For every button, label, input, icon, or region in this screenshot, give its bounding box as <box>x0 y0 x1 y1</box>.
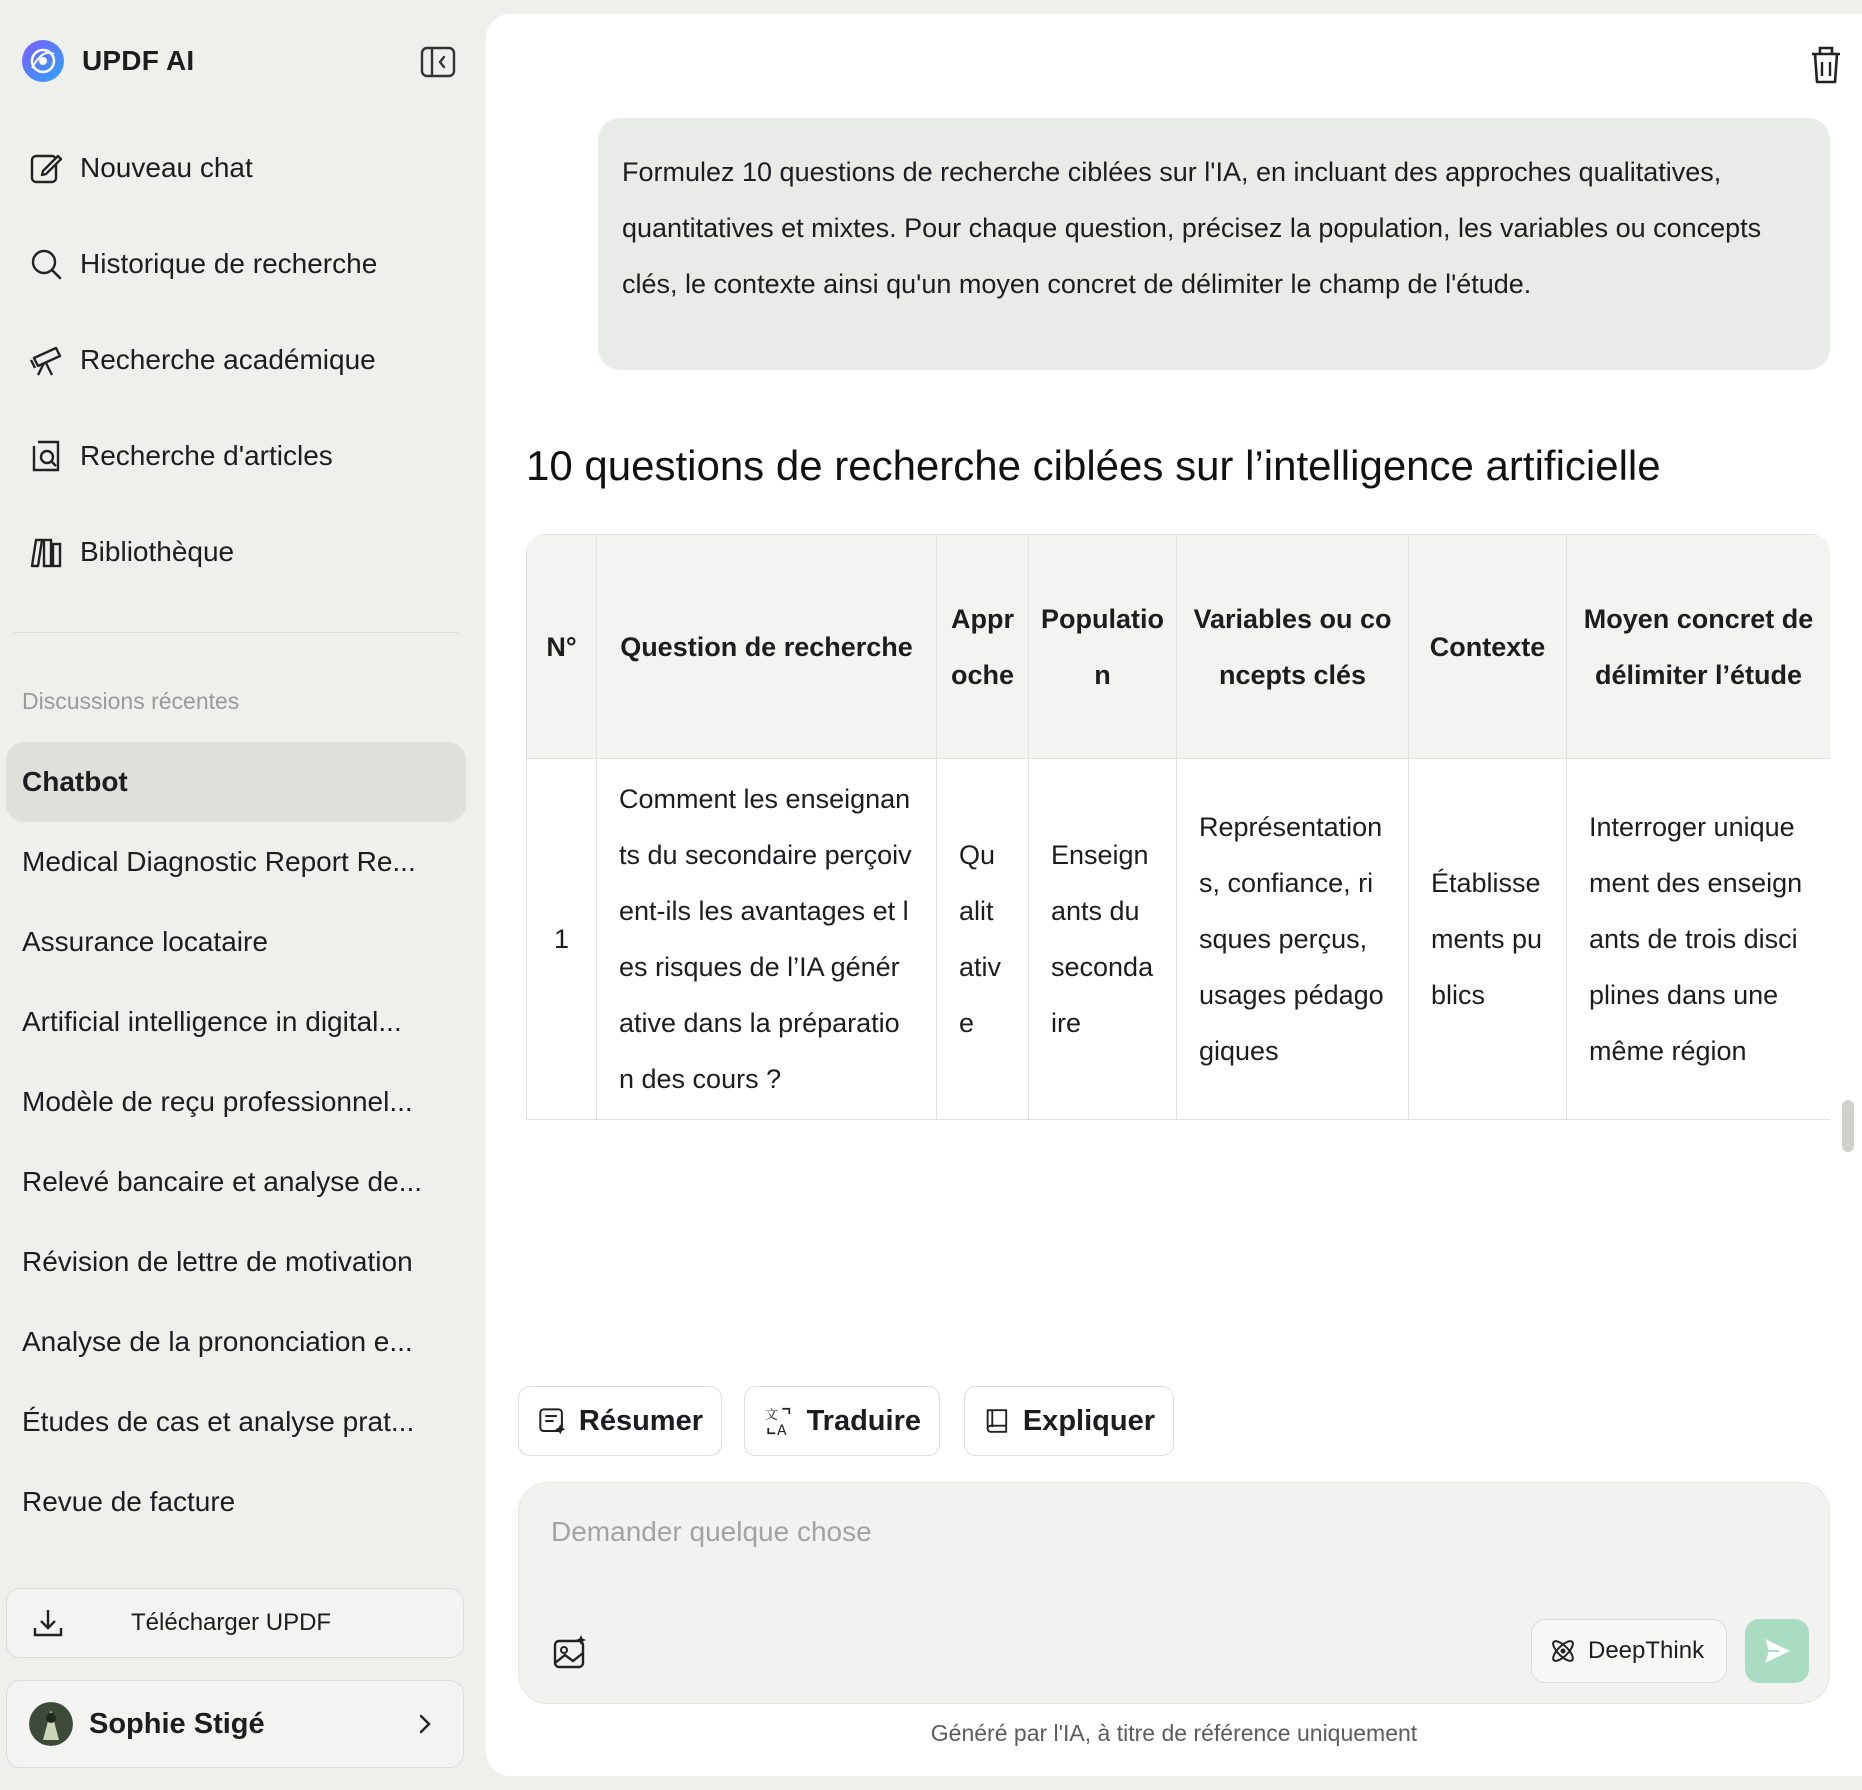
table-cell: Interroger uniquement des enseignants de trois disciplines dans une même région <box>1567 759 1831 1120</box>
user-message-bubble: Formulez 10 questions de recherche ciblées sur l'IA, en incluant des approches qualitatives, quantitatives et mixtes. Pour chaque question, précisez la population, les variables ou concepts clés, le contexte ainsi qu'un moyen concret de délimiter le champ de l'étude. <box>598 118 1830 370</box>
table-cell: Comment les enseignants du secondaire perçoivent-ils les avantages et les risques de l’IA générative dans la préparation des cours ? <box>597 759 937 1120</box>
download-updf-button[interactable] <box>6 1588 464 1658</box>
table-header: Approche <box>937 535 1029 759</box>
summarize-icon <box>537 1403 567 1439</box>
sidebar-nav <box>0 120 484 600</box>
translate-label: Traduire <box>806 1404 921 1437</box>
table-header-row <box>527 535 1831 759</box>
table-header: Population <box>1029 535 1177 759</box>
user-name: Sophie Stigé <box>89 1707 265 1740</box>
summarize-button[interactable] <box>518 1386 722 1456</box>
nav-academic-search[interactable] <box>0 312 484 408</box>
recent-item[interactable]: Revue de facture <box>22 1486 236 1517</box>
table-cell: 1 <box>527 759 597 1120</box>
download-label: Télécharger UPDF <box>131 1609 332 1636</box>
svg-text:A: A <box>777 1423 787 1439</box>
table-row <box>527 759 1831 1120</box>
table-cell: Établissements publics <box>1409 759 1567 1120</box>
deepthink-label: DeepThink <box>1588 1637 1705 1664</box>
recent-item[interactable]: Études de cas et analyse prat... <box>22 1406 415 1437</box>
table-header: Question de recherche <box>597 535 937 759</box>
table-header: Variables ou concepts clés <box>1177 535 1409 759</box>
table-header: N° <box>527 535 597 759</box>
nav-new-chat[interactable] <box>0 120 484 216</box>
translate-button[interactable] <box>744 1386 940 1456</box>
nav-article-search[interactable] <box>0 408 484 504</box>
app-name: UPDF AI <box>82 45 195 76</box>
nav-search-history[interactable] <box>0 216 484 312</box>
svg-text:文: 文 <box>764 1408 778 1424</box>
message-composer <box>518 1482 1830 1704</box>
recent-item[interactable]: Modèle de reçu professionnel... <box>22 1086 413 1117</box>
nav-label: Recherche académique <box>80 344 376 375</box>
table-header: Contexte <box>1409 535 1567 759</box>
table-cell: Représentations, confiance, risques perçus, usages pédagogiques <box>1177 759 1409 1120</box>
nav-label: Recherche d'articles <box>80 440 333 471</box>
ai-disclaimer: Généré par l'IA, à titre de référence uniquement <box>930 1720 1418 1746</box>
updf-logo-icon <box>20 38 66 84</box>
recent-item[interactable]: Révision de lettre de motivation <box>22 1246 413 1277</box>
recent-discussions-title: Discussions récentes <box>22 688 240 714</box>
send-button[interactable] <box>1745 1619 1809 1683</box>
answer-table-container <box>526 534 1830 1364</box>
nav-label: Historique de recherche <box>80 248 378 279</box>
summarize-label: Résumer <box>578 1404 703 1437</box>
library-icon <box>28 534 64 570</box>
sidebar-divider <box>14 632 458 633</box>
answer-title: 10 questions de recherche ciblées sur l’intelligence artificielle <box>526 442 1661 489</box>
download-icon <box>31 1606 65 1640</box>
nav-label: Bibliothèque <box>80 536 235 567</box>
avatar <box>29 1702 73 1746</box>
recent-item[interactable]: Analyse de la prononciation e... <box>22 1326 413 1357</box>
nav-library[interactable] <box>0 504 484 600</box>
explain-label: Expliquer <box>1022 1404 1155 1437</box>
chat-panel <box>486 14 1862 1776</box>
deepthink-toggle[interactable] <box>1531 1619 1727 1683</box>
telescope-icon <box>28 342 64 378</box>
recent-item[interactable]: Relevé bancaire et analyse de... <box>22 1166 423 1197</box>
chevron-right-icon <box>413 1712 437 1736</box>
message-input[interactable] <box>549 1503 1753 1561</box>
translate-icon <box>763 1403 795 1439</box>
clear-chat-icon[interactable] <box>1806 42 1846 86</box>
nav-label: Nouveau chat <box>80 152 253 183</box>
recent-discussions-list <box>6 742 466 1542</box>
send-icon <box>1761 1635 1793 1667</box>
book-icon <box>983 1403 1011 1439</box>
table-header: Moyen concret de délimiter l’étude <box>1567 535 1831 759</box>
atom-icon <box>1548 1636 1578 1666</box>
collapse-sidebar-icon[interactable] <box>418 44 458 80</box>
brand <box>20 38 194 84</box>
image-upload-icon[interactable] <box>551 1633 589 1671</box>
search-icon <box>28 246 64 282</box>
table-cell: Qualitative <box>937 759 1029 1120</box>
article-search-icon <box>28 438 64 474</box>
recent-item[interactable]: Medical Diagnostic Report Re... <box>22 846 416 877</box>
recent-item[interactable]: Artificial intelligence in digital... <box>22 1006 402 1037</box>
recent-item[interactable]: Assurance locataire <box>22 926 268 957</box>
chat-scrollbar[interactable] <box>1842 1100 1854 1152</box>
edit-icon <box>28 150 64 186</box>
sidebar <box>0 0 484 1790</box>
research-questions-table <box>526 534 1830 1120</box>
user-profile-button[interactable] <box>6 1680 464 1768</box>
explain-button[interactable] <box>964 1386 1174 1456</box>
recent-item[interactable]: Chatbot <box>6 742 466 822</box>
table-cell: Enseignants du secondaire <box>1029 759 1177 1120</box>
